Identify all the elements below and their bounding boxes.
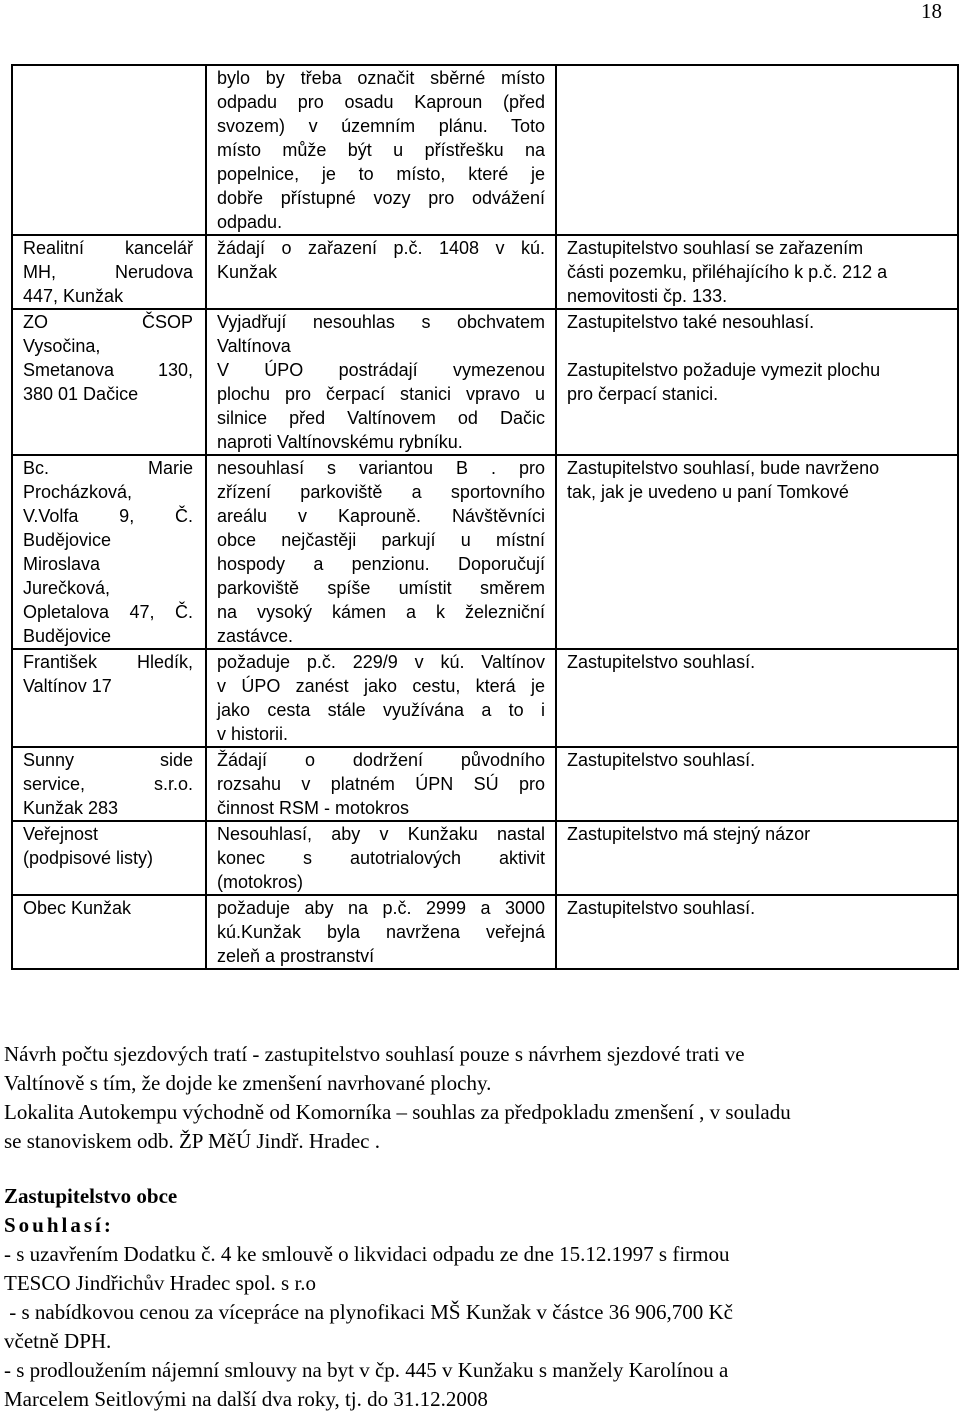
response-line: Zastupitelstvo má stejný názor [567,824,811,844]
request-line: konec s autotrialových aktivit [217,848,545,868]
request-line: činnost RSM - motokros [217,798,410,818]
applicant-cell [12,65,206,235]
applicant-line: Jurečková, [23,578,111,598]
applicant-line: Realitní kancelář [23,238,193,258]
request-line: naproti Valtínovskému rybníku. [217,432,463,452]
request-line: silnice před Valtínovem od Dačic [217,408,545,428]
request-line: plochu pro čerpací stanici vpravo u [217,384,545,404]
applicant-cell [12,747,206,821]
request-line: požaduje p.č. 229/9 v kú. Valtínov [217,652,545,672]
request-line: nesouhlasí s variantou B . pro [217,458,545,478]
response-cell [556,455,958,649]
response-line: Zastupitelstvo souhlasí. [567,750,756,770]
request-line: Nesouhlasí, aby v Kunžaku nastal [217,824,545,844]
note-line: Lokalita Autokempu východně od Komorníka – souhlas za předpokladu zmenšení , v souladu [4,1100,791,1124]
requests-table [11,64,959,970]
applicant-line: Vysočina, [23,336,101,356]
request-line: zastávce. [217,626,294,646]
response-cell [556,309,958,455]
applicant-cell [12,455,206,649]
request-cell [206,455,556,649]
request-cell [206,65,556,235]
response-line: Zastupitelstvo souhlasí. [567,652,756,672]
table-row [12,455,958,649]
request-line: areálu v Kaprouně. Návštěvníci [217,506,545,526]
applicant-line: service, s.r.o. [23,774,193,794]
note-line: Valtínově s tím, že dojde ke zmenšení navrhované plochy. [4,1071,492,1095]
applicant-line: Sunny side [23,750,193,770]
request-cell [206,309,556,455]
resolution-line: TESCO Jindřichův Hradec spol. s r.o [4,1271,317,1295]
response-line: části pozemku, přiléhajícího k p.č. 212 a [567,262,888,282]
request-line: zřízení parkoviště a sportovního [217,482,545,502]
request-line: rozsahu v platném ÚPN SÚ pro [217,774,545,794]
request-line: popelnice, je to místo, které je [217,164,545,184]
request-cell [206,235,556,309]
response-line: Zastupitelstvo souhlasí, bude navrženo [567,458,880,478]
applicant-line: 447, Kunžak [23,286,124,306]
request-line: odpadu. [217,212,283,232]
applicant-line: Bc. Marie [23,458,193,478]
table-row [12,65,958,235]
notes-section [4,1040,944,1156]
request-line: Vyjadřují nesouhlas s obchvatem [217,312,545,332]
response-cell [556,235,958,309]
applicant-line: 380 01 Dačice [23,384,139,404]
applicant-cell [12,895,206,969]
request-line: v historii. [217,724,289,744]
request-line: jako cesta stále využívána a to i [217,700,545,720]
resolution-line: - s prodloužením nájemní smlouvy na byt v čp. 445 v Kunžaku s manžely Karolínou a [4,1358,729,1382]
table-row [12,309,958,455]
approves-label: Souhlasí: [4,1213,114,1237]
request-line: V ÚPO postrádají vymezenou [217,360,545,380]
applicant-line: Opletalova 47, Č. [23,602,193,622]
table-row [12,747,958,821]
applicant-line: Smetanova 130, [23,360,193,380]
applicant-cell [12,821,206,895]
table-row [12,821,958,895]
request-cell [206,747,556,821]
request-line: v ÚPO zanést jako cestu, která je [217,676,545,696]
response-line: Zastupitelstvo souhlasí se zařazením [567,238,864,258]
request-line: zeleň a prostranství [217,946,375,966]
applicant-line: Budějovice [23,530,112,550]
resolution-line: - s uzavřením Dodatku č. 4 ke smlouvě o likvidaci odpadu ze dne 15.12.1997 s firmou [4,1242,730,1266]
note-line: se stanoviskem odb. ŽP MěÚ Jindř. Hradec . [4,1129,380,1153]
note-line: Návrh počtu sjezdových tratí - zastupitelstvo souhlasí pouze s návrhem sjezdové trati ve [4,1042,745,1066]
applicant-line: František Hledík, [23,652,193,672]
applicant-line: Procházková, [23,482,133,502]
request-line: Kunžak [217,262,278,282]
request-line: na vysoký kámen a k železniční [217,602,545,622]
request-line: parkoviště spíše umístit směrem [217,578,545,598]
page-number: 18 [921,0,942,23]
request-cell [206,821,556,895]
request-line: (motokros) [217,872,304,892]
response-cell [556,649,958,747]
resolution-line: Marcelem Seitlovými na další dva roky, tj. do 31.12.2008 [4,1387,488,1411]
applicant-line: Budějovice [23,626,112,646]
resolution-section [4,1182,944,1414]
request-line: obce nejčastěji parkují u místní [217,530,545,550]
response-line: pro čerpací stanici. [567,384,719,404]
applicant-line: Valtínov 17 [23,676,112,696]
applicant-line: MH, Nerudova [23,262,193,282]
request-line: Valtínova [217,336,291,356]
resolution-lines [4,1240,944,1414]
request-line: kú.Kunžak byla navržena veřejná [217,922,545,942]
resolution-line: - s nabídkovou cenou za vícepráce na plynofikaci MŠ Kunžak v částce 36 906,700 Kč [4,1300,733,1324]
applicant-line: Miroslava [23,554,101,574]
request-line: hospody a penzionu. Doporučují [217,554,545,574]
applicant-line: Kunžak 283 [23,798,119,818]
table-row [12,235,958,309]
request-line: požaduje aby na p.č. 2999 a 3000 [217,898,545,918]
response-cell [556,821,958,895]
response-cell [556,747,958,821]
response-cell [556,895,958,969]
resolution-heading: Zastupitelstvo obce [4,1184,178,1208]
request-line: místo může být u přístřešku na [217,140,545,160]
request-cell [206,649,556,747]
response-line: Zastupitelstvo také nesouhlasí. [567,312,815,332]
request-line: svozem) v územním plánu. Toto [217,116,545,136]
applicant-cell [12,309,206,455]
response-cell [556,65,958,235]
request-line: odpadu pro osadu Kaproun (před [217,92,545,112]
response-line: Zastupitelstvo požaduje vymezit plochu [567,360,881,380]
request-line: Žádají o dodržení původního [217,750,545,770]
applicant-line: Veřejnost [23,824,99,844]
resolution-line: včetně DPH. [4,1329,112,1353]
response-line: nemovitosti čp. 133. [567,286,728,306]
table-row [12,649,958,747]
request-cell [206,895,556,969]
applicant-line: Obec Kunžak [23,898,132,918]
applicant-cell [12,235,206,309]
response-line: Zastupitelstvo souhlasí. [567,898,756,918]
request-line: žádají o zařazení p.č. 1408 v kú. [217,238,545,258]
request-line: bylo by třeba označit sběrné místo [217,68,545,88]
applicant-line: (podpisové listy) [23,848,154,868]
applicant-line: ZO ČSOP [23,312,193,332]
table-row [12,895,958,969]
response-line: tak, jak je uvedeno u paní Tomkové [567,482,849,502]
applicant-cell [12,649,206,747]
applicant-line: V.Volfa 9, Č. [23,506,193,526]
request-line: dobře přístupné vozy pro odvážení [217,188,545,208]
response-line [567,334,947,358]
